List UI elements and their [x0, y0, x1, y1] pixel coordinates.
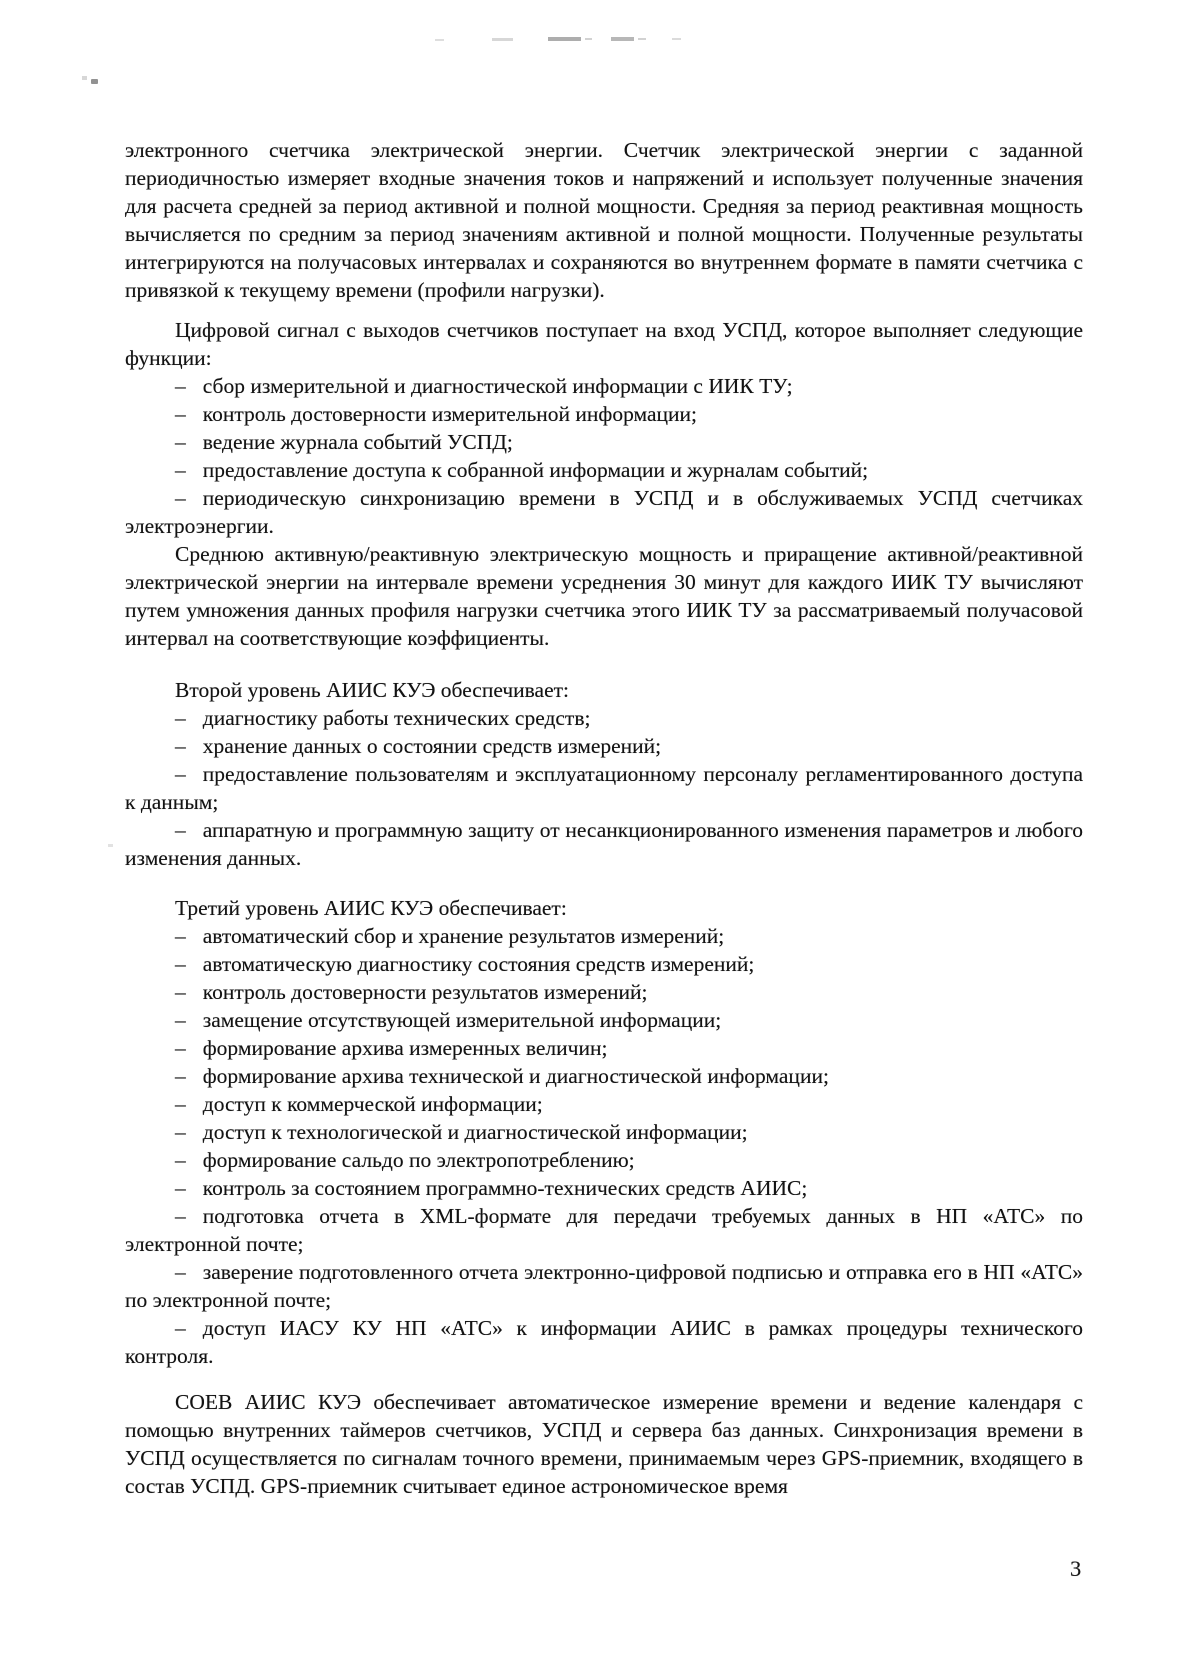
- list-dash: –: [175, 1008, 186, 1032]
- scan-dash: [492, 38, 513, 41]
- list-item-text: автоматический сбор и хранение результатов измерений;: [202, 924, 725, 948]
- list-dash: –: [175, 706, 186, 730]
- list-item-level3: [125, 1202, 1083, 1258]
- list-item-level3: [125, 1146, 1083, 1174]
- list-item-text: аппаратную и программную защиту от несанкционированного изменения параметров и любого изменения данных.: [125, 818, 1083, 870]
- list-item-text: контроль за состоянием программно-технических средств АИИС;: [202, 1176, 808, 1200]
- list-item-text: предоставление пользователям и эксплуатационному персоналу регламентированного доступа к данным;: [125, 762, 1083, 814]
- list-item-level2: [125, 760, 1083, 816]
- paragraph-meter-description: электронного счетчика электрической энергии. Счетчик электрической энергии с заданной периодичностью измеряет входные значения токов и напряжений и использует полученные значения для расчета средней за период активной и полной мощности. Средняя за период реактивная мощность вычисляется по средним за период значениям активной и полной мощности. Полученные результаты интегрируются на получасовых интервалах и сохраняются во внутреннем формате в памяти счетчика с привязкой к текущему времени (профили нагрузки).: [125, 138, 1083, 302]
- list-dash: –: [175, 1064, 186, 1088]
- scan-speck: [82, 76, 87, 80]
- list-dash: –: [175, 1176, 186, 1200]
- list-item-level3: [125, 1090, 1083, 1118]
- list-item-text: сбор измерительной и диагностической информации с ИИК ТУ;: [202, 374, 793, 398]
- heading-level2: Второй уровень АИИС КУЭ обеспечивает:: [175, 678, 569, 702]
- list-item-text: контроль достоверности результатов измерений;: [202, 980, 648, 1004]
- list-item-text: подготовка отчета в XML-формате для передачи требуемых данных в НП «АТС» по электронной почте;: [125, 1204, 1083, 1256]
- list-item-level3: [125, 922, 1083, 950]
- page-number: 3: [1070, 1556, 1082, 1581]
- list-item-level2: [125, 816, 1083, 872]
- list-dash: –: [175, 952, 186, 976]
- list-dash: –: [175, 1120, 186, 1144]
- list-item-level2: [125, 732, 1083, 760]
- document-content: [125, 136, 1083, 1500]
- heading-level3: Третий уровень АИИС КУЭ обеспечивает:: [175, 896, 567, 920]
- list-item-text: формирование архива технической и диагностической информации;: [202, 1064, 829, 1088]
- list-dash: –: [175, 458, 186, 482]
- list-item-text: формирование сальдо по электропотреблению;: [202, 1148, 635, 1172]
- list-item-text: доступ к технологической и диагностической информации;: [202, 1120, 748, 1144]
- list-dash: –: [175, 1092, 186, 1116]
- paragraph-soev: СОЕВ АИИС КУЭ обеспечивает автоматическое измерение времени и ведение календаря с помощью внутренних таймеров счетчиков, УСПД и сервера баз данных. Синхронизация времени в УСПД осуществляется по сигналам точного времени, принимаемым через GPS-приемник, входящего в состав УСПД. GPS-приемник считывает единое астрономическое время: [125, 1390, 1083, 1498]
- list-dash: –: [175, 1316, 186, 1340]
- list-item-level3: [125, 1034, 1083, 1062]
- list-dash: –: [175, 1036, 186, 1060]
- list-item-level3: [125, 1174, 1083, 1202]
- list-dash: –: [175, 762, 186, 786]
- paragraph-average-power: Среднюю активную/реактивную электрическую мощность и приращение активной/реактивной электрической энергии на интервале времени усреднения 30 минут для каждого ИИК ТУ вычисляют путем умножения данных профиля нагрузки счетчика этого ИИК ТУ за рассматриваемый получасовой интервал на соответствующие коэффициенты.: [125, 542, 1083, 650]
- list-dash: –: [175, 980, 186, 1004]
- list-item-uspd-function: [125, 484, 1083, 540]
- list-item-text: диагностику работы технических средств;: [202, 706, 591, 730]
- list-item-uspd-function: [125, 400, 1083, 428]
- list-item-text: автоматическую диагностику состояния средств измерений;: [202, 952, 755, 976]
- list-item-text: контроль достоверности измерительной информации;: [202, 402, 698, 426]
- list-item-text: доступ к коммерческой информации;: [202, 1092, 543, 1116]
- list-item-text: предоставление доступа к собранной информации и журналам событий;: [202, 458, 869, 482]
- list-dash: –: [175, 486, 186, 510]
- list-item-text: замещение отсутствующей измерительной информации;: [202, 1008, 722, 1032]
- list-dash: –: [175, 430, 186, 454]
- scan-speck: [108, 844, 113, 847]
- list-item-level3: [125, 1062, 1083, 1090]
- list-item-level3: [125, 1314, 1083, 1370]
- list-item-level3: [125, 950, 1083, 978]
- scan-dash: [435, 39, 444, 41]
- list-item-uspd-function: [125, 456, 1083, 484]
- list-item-text: ведение журнала событий УСПД;: [202, 430, 513, 454]
- scan-dash: [611, 37, 634, 41]
- list-dash: –: [175, 1148, 186, 1172]
- list-item-text: доступ ИАСУ КУ НП «АТС» к информации АИИС в рамках процедуры технического контроля.: [125, 1316, 1083, 1368]
- list-dash: –: [175, 374, 186, 398]
- list-dash: –: [175, 818, 186, 842]
- list-item-uspd-function: [125, 428, 1083, 456]
- list-item-level3: [125, 1258, 1083, 1314]
- list-item-level2: [125, 704, 1083, 732]
- list-item-text: формирование архива измеренных величин;: [202, 1036, 608, 1060]
- list-dash: –: [175, 402, 186, 426]
- scan-dash: [585, 38, 592, 40]
- list-item-level3: [125, 1006, 1083, 1034]
- list-item-text: периодическую синхронизацию времени в УСПД и в обслуживаемых УСПД счетчиках электроэнергии.: [125, 486, 1083, 538]
- scan-dash: [548, 37, 581, 41]
- paragraph-uspd-intro: Цифровой сигнал с выходов счетчиков поступает на вход УСПД, которое выполняет следующие функции:: [125, 318, 1083, 370]
- list-item-level3: [125, 978, 1083, 1006]
- list-dash: –: [175, 924, 186, 948]
- list-dash: –: [175, 734, 186, 758]
- list-item-text: заверение подготовленного отчета электронно-цифровой подписью и отправка его в НП «АТС» по электронной почте;: [125, 1260, 1083, 1312]
- scan-speck: [91, 79, 98, 84]
- list-dash: –: [175, 1204, 186, 1228]
- list-item-uspd-function: [125, 372, 1083, 400]
- list-item-text: хранение данных о состоянии средств измерений;: [202, 734, 662, 758]
- scan-dash: [672, 38, 681, 40]
- list-item-level3: [125, 1118, 1083, 1146]
- scan-dash: [638, 38, 646, 40]
- list-dash: –: [175, 1260, 186, 1284]
